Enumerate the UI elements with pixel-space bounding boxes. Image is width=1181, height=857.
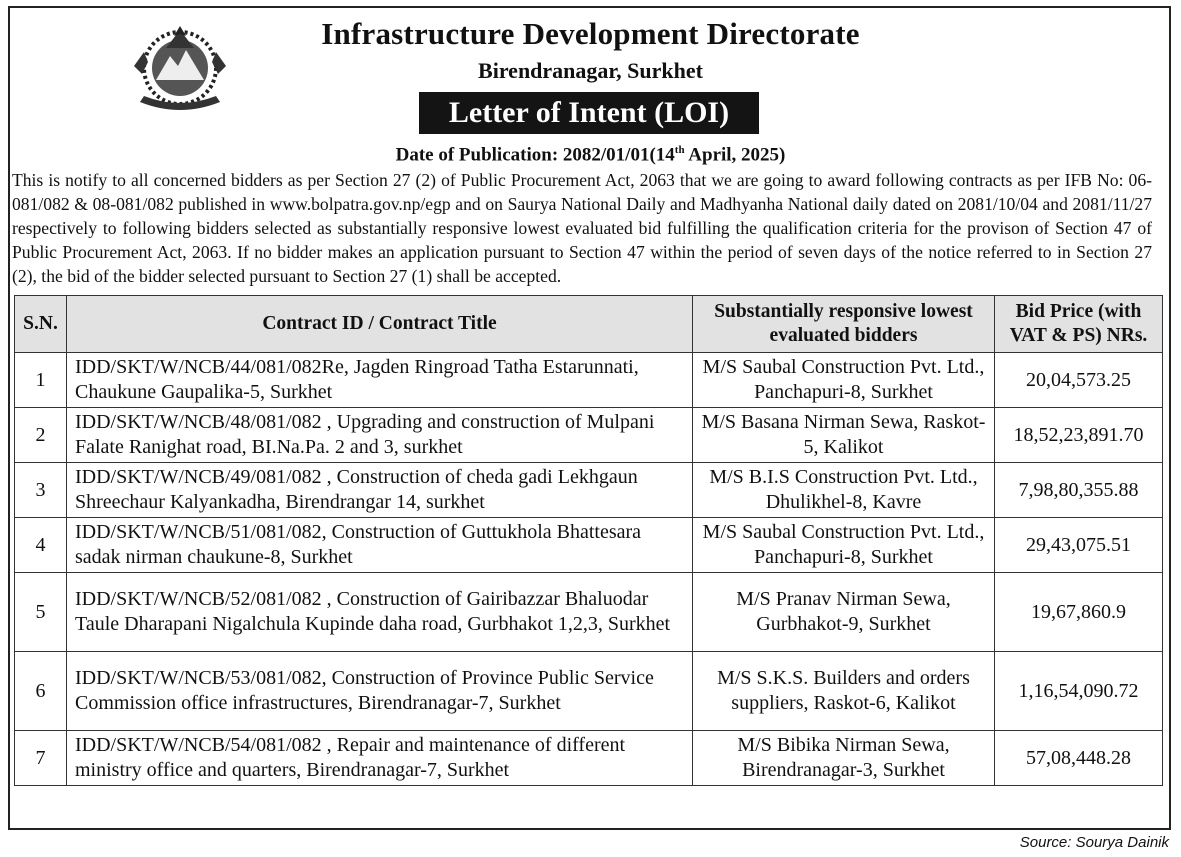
header-price: Bid Price (with VAT & PS) NRs. bbox=[995, 296, 1163, 353]
header-sn: S.N. bbox=[15, 296, 67, 353]
row-bidder: M/S B.I.S Construction Pvt. Ltd., Dhulikhel-8, Kavre bbox=[693, 463, 995, 518]
row-sn: 4 bbox=[15, 518, 67, 573]
awards-table bbox=[14, 295, 1163, 786]
row-bidder: M/S Pranav Nirman Sewa, Gurbhakot-9, Surkhet bbox=[693, 573, 995, 652]
row-sn: 7 bbox=[15, 731, 67, 786]
row-sn: 3 bbox=[15, 463, 67, 518]
table-row bbox=[15, 731, 1163, 786]
table-row bbox=[15, 408, 1163, 463]
row-price: 57,08,448.28 bbox=[995, 731, 1163, 786]
office-location: Birendranagar, Surkhet bbox=[478, 58, 703, 83]
row-bidder: M/S Saubal Construction Pvt. Ltd., Panchapuri-8, Surkhet bbox=[693, 518, 995, 573]
row-contract: IDD/SKT/W/NCB/53/081/082, Construction of Province Public Service Commission office infrastructures, Birendranagar-7, Surkhet bbox=[67, 652, 693, 731]
notice-body: This is notify to all concerned bidders as per Section 27 (2) of Public Procurement Act, 2063 that we are going to award following contracts as per IFB No: 06-081/082 & 08-081/082 published in www.bolpatra.gov.np/egp and on Saurya National Daily and Madhyanha National daily dated on 2081/10/04 and 2081/11/27 respectively to following bidders selected as substantially responsive lowest evaluated bid fulfilling the qualification criteria for the provison of Section 47 of Public Procurement Act, 2063. If no bidder makes an application pursuant to Section 47 within the period of seven days of the notice referred to in Section 27 (2), the bid of the bidder selected pursuant to Section 27 (1) shall be accepted. bbox=[12, 170, 1152, 286]
publication-date bbox=[0, 144, 1181, 166]
row-contract: IDD/SKT/W/NCB/48/081/082 , Upgrading and construction of Mulpani Falate Ranighat road, BI.Na.Pa. 2 and 3, surkhet bbox=[67, 408, 693, 463]
row-sn: 1 bbox=[15, 353, 67, 408]
row-contract: IDD/SKT/W/NCB/51/081/082, Construction of Guttukhola Bhattesara sadak nirman chaukune-8, Surkhet bbox=[67, 518, 693, 573]
page-title: Infrastructure Development Directorate bbox=[321, 16, 860, 51]
row-contract: IDD/SKT/W/NCB/49/081/082 , Construction of cheda gadi Lekhgaun Shreechaur Kalyankadha, Birendrangar 14, surkhet bbox=[67, 463, 693, 518]
row-contract: IDD/SKT/W/NCB/44/081/082Re, Jagden Ringroad Tatha Estarunnati, Chaukune Gaupalika-5, Surkhet bbox=[67, 353, 693, 408]
row-price: 29,43,075.51 bbox=[995, 518, 1163, 573]
row-bidder: M/S Basana Nirman Sewa, Raskot-5, Kalikot bbox=[693, 408, 995, 463]
row-contract: IDD/SKT/W/NCB/54/081/082 , Repair and maintenance of different ministry office and quarters, Birendranagar-7, Surkhet bbox=[67, 731, 693, 786]
row-price: 18,52,23,891.70 bbox=[995, 408, 1163, 463]
row-price: 1,16,54,090.72 bbox=[995, 652, 1163, 731]
row-sn: 5 bbox=[15, 573, 67, 652]
source-credit: Source: Sourya Dainik bbox=[1019, 834, 1169, 851]
row-bidder: M/S Bibika Nirman Sewa, Birendranagar-3, Surkhet bbox=[693, 731, 995, 786]
publication-date-sup: th bbox=[674, 144, 685, 156]
row-contract: IDD/SKT/W/NCB/52/081/082 , Construction of Gairibazzar Bhaluodar Taule Dharapani Nigalchula Kupinde daha road, Gurbhakot 1,2,3, Surkhet bbox=[67, 573, 693, 652]
row-sn: 6 bbox=[15, 652, 67, 731]
table-row bbox=[15, 518, 1163, 573]
publication-date-suffix: April, 2025) bbox=[684, 144, 786, 166]
table-row bbox=[15, 573, 1163, 652]
row-price: 19,67,860.9 bbox=[995, 573, 1163, 652]
header-contract: Contract ID / Contract Title bbox=[67, 296, 693, 353]
publication-date-prefix: Date of Publication: 2082/01/01(14 bbox=[395, 144, 675, 166]
notice-type-banner: Letter of Intent (LOI) bbox=[419, 92, 759, 134]
table-row bbox=[15, 463, 1163, 518]
table-row bbox=[15, 652, 1163, 731]
table-header-row bbox=[15, 296, 1163, 353]
table-row bbox=[15, 353, 1163, 408]
row-bidder: M/S Saubal Construction Pvt. Ltd., Panchapuri-8, Surkhet bbox=[693, 353, 995, 408]
row-price: 7,98,80,355.88 bbox=[995, 463, 1163, 518]
header-bidder: Substantially responsive lowest evaluated bidders bbox=[693, 296, 995, 353]
row-price: 20,04,573.25 bbox=[995, 353, 1163, 408]
row-bidder: M/S S.K.S. Builders and orders suppliers, Raskot-6, Kalikot bbox=[693, 652, 995, 731]
row-sn: 2 bbox=[15, 408, 67, 463]
